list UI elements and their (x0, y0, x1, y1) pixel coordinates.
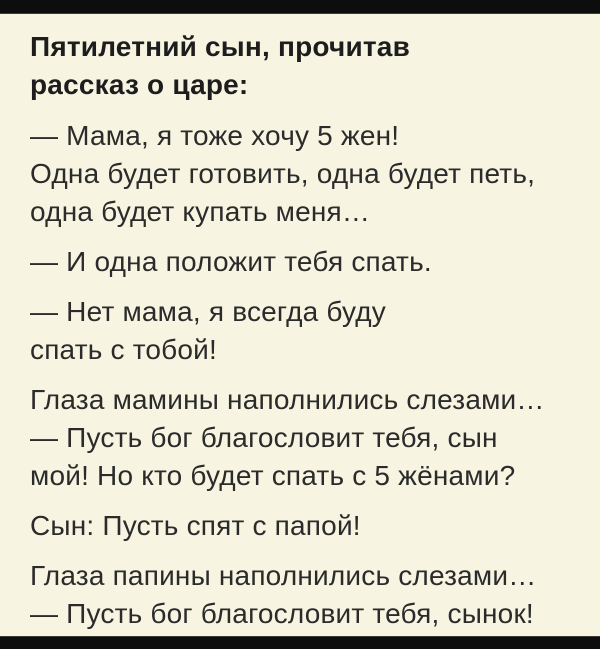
joke-paragraph (30, 243, 572, 281)
joke-paragraph (30, 381, 572, 495)
text-line: — Нет мама, я всегда буду (30, 296, 386, 327)
title-line: рассказ о царе: (30, 69, 249, 100)
text-line: Одна будет готовить, одна будет петь, (30, 158, 536, 189)
text-line: — И одна положит тебя спать. (30, 246, 432, 277)
joke-paragraph (30, 117, 572, 231)
text-line: — Пусть бог благословит тебя, сын (30, 422, 498, 453)
text-line: Сын: Пусть спят с папой! (30, 510, 361, 541)
text-line: — Мама, я тоже хочу 5 жен! (30, 120, 400, 151)
joke-paragraph (30, 293, 572, 369)
joke-paragraph (30, 557, 572, 633)
text-line: Глаза мамины наполнились слезами… (30, 384, 545, 415)
bottom-letterbox-bar (0, 636, 600, 649)
top-letterbox-bar (0, 0, 600, 14)
joke-paragraph (30, 507, 572, 545)
joke-text-area (0, 13, 600, 645)
title-line: Пятилетний сын, прочитав (30, 31, 410, 62)
text-line: одна будет купать меня… (30, 196, 371, 227)
joke-title (30, 28, 572, 104)
text-line: — Пусть бог благословит тебя, сынок! (30, 598, 534, 629)
text-line: спать с тобой! (30, 334, 218, 365)
text-line: мой! Но кто будет спать с 5 жёнами? (30, 460, 516, 491)
text-line: Глаза папины наполнились слезами… (30, 560, 537, 591)
